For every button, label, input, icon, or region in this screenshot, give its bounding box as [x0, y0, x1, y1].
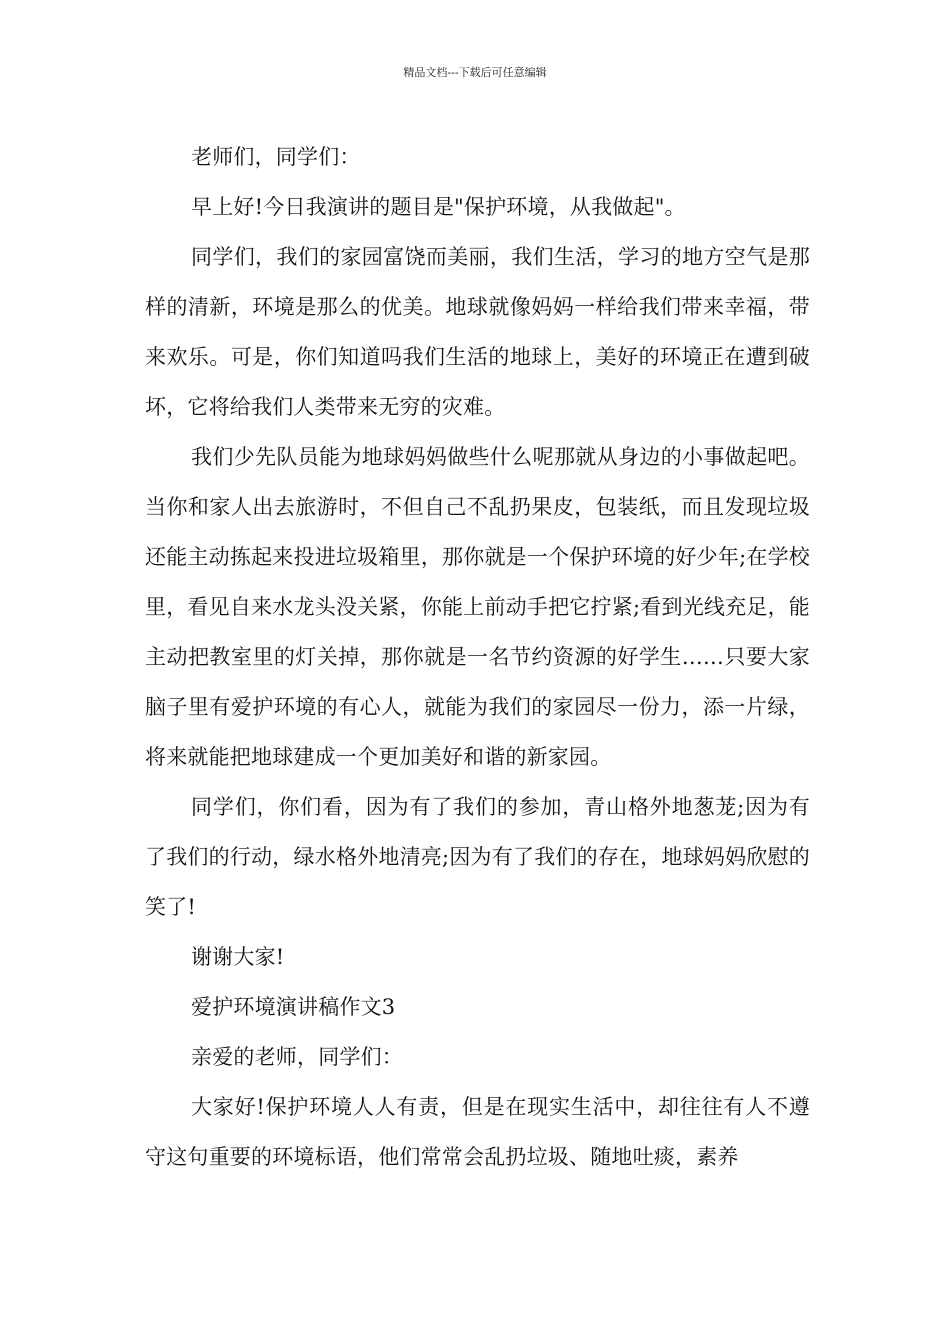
greeting-paragraph: 亲爱的老师，同学们： — [191, 1045, 403, 1069]
closing-paragraph: 谢谢大家! — [191, 945, 285, 969]
opening-paragraph: 早上好!今日我演讲的题目是"保护环境，从我做起"。 — [191, 195, 686, 219]
body-paragraph: 我们少先队员能为地球妈妈做些什么呢那就从身边的小事做起吧。当你和家人出去旅游时，不但自己不乱扔果皮，包装纸，而且发现垃圾还能主动拣起来投进垃圾箱里，那你就是一个保护环境的好少年;在学校里，看见自来水龙头没关紧，你能上前动手把它拧紧;看到光线充足，能主动把教室里的灯关掉，那你就是一名节约资源的好学生……只要大家脑子里有爱护环境的有心人，就能为我们的家园尽一份力，添一片绿，将来就能把地球建成一个更加美好和谐的新家园。 — [145, 445, 810, 769]
document-body — [145, 132, 810, 1182]
body-paragraph: 大家好!保护环境人人有责，但是在现实生活中，却往往有人不遵守这句重要的环境标语，他们常常会乱扔垃圾、随地吐痰，素养 — [145, 1095, 810, 1169]
page-header: 精品文档---下载后可任意编辑 — [403, 66, 547, 79]
section-title: 爱护环境演讲稿作文3 — [191, 995, 396, 1019]
body-paragraph: 同学们，我们的家园富饶而美丽，我们生活，学习的地方空气是那样的清新，环境是那么的优美。地球就像妈妈一样给我们带来幸福，带来欢乐。可是，你们知道吗我们生活的地球上，美好的环境正在遭到破坏，它将给我们人类带来无穷的灾难。 — [145, 245, 810, 419]
greeting-paragraph: 老师们，同学们： — [191, 145, 361, 169]
body-paragraph: 同学们，你们看，因为有了我们的参加，青山格外地葱茏;因为有了我们的行动，绿水格外地清亮;因为有了我们的存在，地球妈妈欣慰的笑了! — [145, 795, 810, 919]
